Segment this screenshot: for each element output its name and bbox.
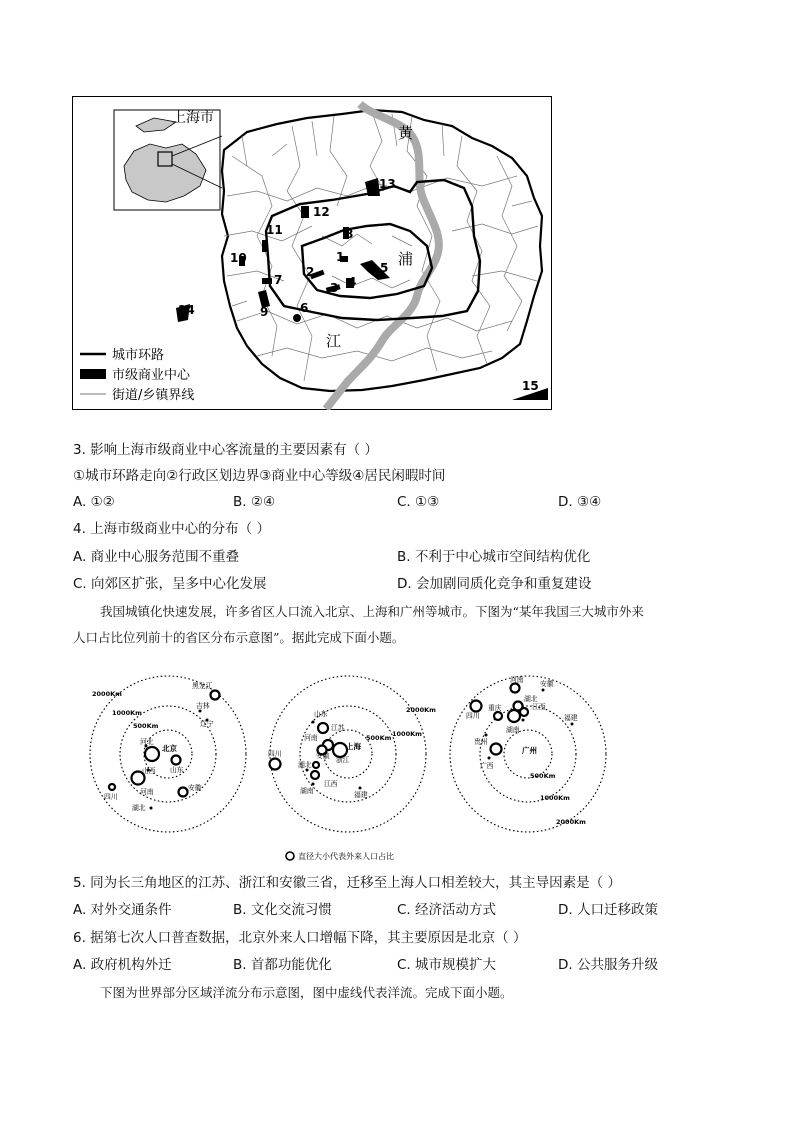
bj-prov-shanxi: 山西 (142, 767, 156, 775)
q3-option-c[interactable]: C. ①③ (397, 494, 440, 510)
q4-option-a[interactable]: A. 商业中心服务范围不重叠 (73, 549, 240, 565)
sh-prov-henan: 河南 (304, 734, 318, 742)
legend-ring-road: 城市环路 (112, 348, 165, 363)
gz-prov-guizhou: 贵州 (474, 738, 488, 746)
bj-city-dot (145, 747, 159, 761)
q6-option-a[interactable]: A. 政府机构外迁 (73, 957, 172, 973)
center-label-7: 7 (274, 273, 283, 287)
gz-ring-2000: 2000Km (556, 818, 586, 826)
q6-option-c[interactable]: C. 城市规模扩大 (397, 957, 497, 973)
center-label-9: 9 (260, 305, 269, 319)
gz-ring-500: 500Km (530, 772, 556, 780)
q3-option-d[interactable]: D. ③④ (558, 494, 602, 510)
bj-ring-2000: 2000Km (92, 690, 122, 698)
center-label-6: 6 (300, 301, 309, 315)
intro3-line1: 下图为世界部分区域洋流分布示意图，图中虚线代表洋流。完成下面小题。 (100, 985, 513, 1000)
center-label-3: 3 (330, 281, 339, 295)
bj-ring-500: 500Km (133, 722, 159, 730)
sh-prov-anhui: 安徽 (316, 752, 330, 760)
center-label-5: 5 (380, 261, 389, 275)
q5-stem: 5. 同为长三角地区的江苏、浙江和安徽三省，迁移至上海人口相差较大，其主导因素是（ ） (73, 875, 621, 891)
q5-option-c[interactable]: C. 经济活动方式 (397, 902, 497, 918)
gz-prov-henan: 河南 (510, 676, 524, 684)
q5-option-a[interactable]: A. 对外交通条件 (73, 902, 172, 918)
sh-ring-2000: 2000Km (406, 706, 436, 714)
gz-prov-jiangxi: 江西 (532, 703, 546, 711)
sh-prov-jiangxi: 江西 (324, 780, 338, 788)
q6-option-b[interactable]: B. 首都功能优化 (233, 957, 332, 973)
intro2-line2: 人口占比位列前十的省区分布示意图”。据此完成下面小题。 (73, 630, 405, 645)
gz-prov-hunan: 湖南 (506, 726, 520, 734)
center-label-13: 13 (379, 177, 396, 191)
migration-diagram (78, 660, 614, 870)
gz-prov-guangxi: 广西 (480, 762, 494, 770)
gz-prov-chongqing: 重庆 (488, 704, 502, 712)
intro2-line1: 我国城镇化快速发展，许多省区人口流入北京、上海和广州等城市。下图为“某年我国三大城市外来 (100, 604, 644, 619)
bj-prov-hubei: 湖北 (132, 804, 146, 812)
center-label-2: 2 (306, 265, 315, 279)
sh-prov-shandong: 山东 (314, 710, 328, 718)
bj-prov-shandong: 山东 (170, 766, 184, 774)
sh-prov-hubei: 湖北 (298, 761, 312, 769)
sh-city-dot (333, 743, 347, 757)
inset-label: 上海市 (172, 110, 214, 126)
bj-prov-jilin: 吉林 (196, 702, 210, 710)
center-label-11: 11 (266, 223, 283, 237)
river-char-huang: 黄 (398, 124, 414, 142)
center-label-10: 10 (230, 251, 247, 265)
bj-prov-hebei: 河北 (140, 738, 154, 746)
q4-option-b[interactable]: B. 不利于中心城市空间结构优化 (397, 549, 591, 565)
bj-city-label: 北京 (162, 744, 177, 753)
q3-option-b[interactable]: B. ②④ (233, 494, 276, 510)
q4-option-c[interactable]: C. 向郊区扩张，呈多中心化发展 (73, 576, 267, 592)
sh-city-label: 上海 (346, 742, 361, 751)
sh-prov-fujian: 福建 (354, 791, 368, 799)
shanghai-commercial-map (72, 96, 552, 410)
q4-option-d[interactable]: D. 会加剧同质化竞争和重复建设 (397, 576, 592, 592)
gz-city-label: 广州 (522, 746, 537, 755)
bj-prov-sichuan: 四川 (104, 793, 118, 801)
bj-ring-1000: 1000Km (112, 709, 142, 717)
sh-prov-zhejiang: 浙江 (336, 756, 350, 764)
q6-stem: 6. 据第七次人口普查数据，北京外来人口增幅下降，其主要原因是北京（ ） (73, 930, 527, 946)
center-label-15: 15 (522, 379, 539, 393)
sh-prov-sichuan: 四川 (268, 750, 282, 758)
center-label-1: 1 (336, 250, 345, 264)
gz-ring-1000: 1000Km (540, 794, 570, 802)
bj-prov-anhui: 安徽 (188, 784, 202, 792)
center-label-8: 8 (345, 227, 354, 241)
sh-prov-jiangsu: 江苏 (331, 724, 345, 732)
legend-boundary: 街道/乡镇界线 (112, 388, 195, 403)
gz-prov-fujian: 福建 (564, 714, 578, 722)
gz-prov-sichuan: 四川 (466, 712, 480, 720)
q3-factors: ①城市环路走向②行政区划边界③商业中心等级④居民闲暇时间 (73, 468, 446, 484)
sh-ring-1000: 1000Km (392, 730, 422, 738)
q3-stem: 3. 影响上海市级商业中心客流量的主要因素有（ ） (73, 442, 378, 458)
q6-option-d[interactable]: D. 公共服务升级 (558, 957, 658, 973)
river-char-jiang: 江 (326, 332, 342, 350)
center-label-12: 12 (313, 205, 330, 219)
bj-prov-henan: 河南 (140, 788, 154, 796)
sh-ring-500: 500Km (366, 734, 392, 742)
sh-prov-hunan: 湖南 (300, 787, 314, 795)
q4-stem: 4. 上海市级商业中心的分布（ ） (73, 521, 270, 537)
river-char-pu: 浦 (398, 250, 414, 268)
gz-prov-anhui: 安徽 (540, 680, 554, 688)
center-label-4: 4 (348, 275, 357, 289)
bj-prov-liaoning: 辽宁 (200, 720, 214, 728)
center-label-14: 14 (178, 303, 195, 317)
map2-caption: 直径大小代表外来人口占比 (298, 852, 394, 861)
q3-option-a[interactable]: A. ①② (73, 494, 115, 510)
gz-prov-hubei: 湖北 (524, 695, 538, 703)
gz-city-dot (491, 744, 502, 755)
q5-option-b[interactable]: B. 文化交流习惯 (233, 902, 332, 918)
legend-commercial-center: 市级商业中心 (112, 368, 191, 383)
bj-prov-heilongjiang: 黑龙江 (192, 682, 213, 690)
q5-option-d[interactable]: D. 人口迁移政策 (558, 902, 658, 918)
